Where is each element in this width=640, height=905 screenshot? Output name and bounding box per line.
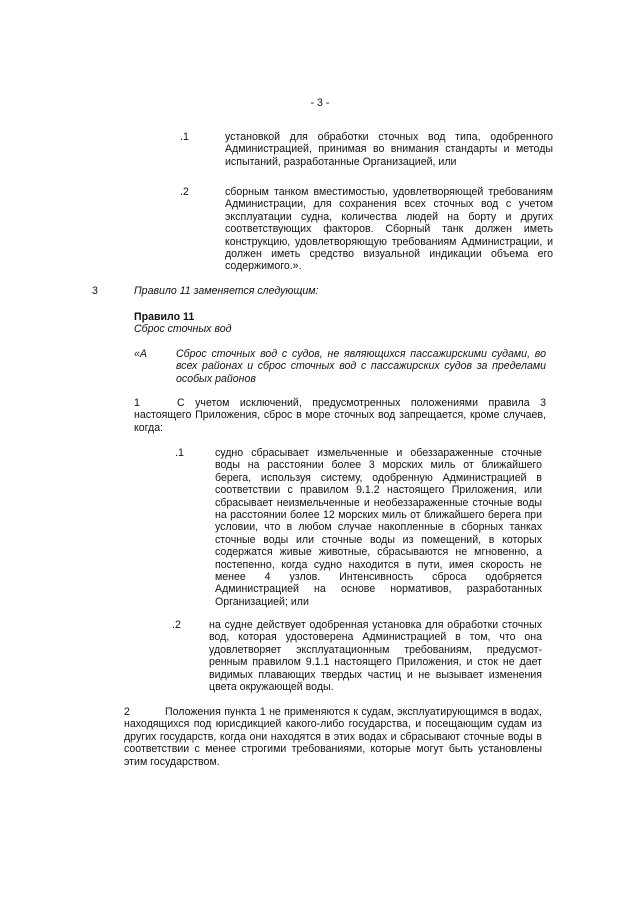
list-b-item-2-number: .2 xyxy=(172,619,181,631)
rule-subtitle: Сброс сточных вод xyxy=(134,323,232,335)
page-number: - 3 - xyxy=(310,97,330,109)
list-a-item-2-text: сборным танком вместимостью, удовлетворяющей требованиям Администрации, для сохранения всех сточных вод с учетом эксплуатации судна, количества людей на борту и других соответствующих факторов. Сборный танк должен иметь конструкцию, удовлетворяющую требованиям Администрации, и должен иметь средство визуальной индикации объема его содержимого.». xyxy=(225,186,553,273)
section-3-number: 3 xyxy=(92,285,98,297)
section-3-text: Правило 11 заменяется следующим: xyxy=(134,285,319,297)
list-a-item-1-number: .1 xyxy=(180,131,189,143)
list-a-item-1-text: установкой для обработки сточных вод типа, одобренного Администрацией, принимая во внимания стандарты и методы испытаний, разработанные Организацией, или xyxy=(225,131,553,168)
paragraph-1-text: С учетом исключений, предусмотренных положениями правила 3 настоящего Приложения, сброс в море сточных вод запрещается, кроме случаев, когда: xyxy=(134,397,546,434)
paragraph-2-text: Положения пункта 1 не применяются к судам, эксплуатирующимся в водах, находящихся под юрисдикцией какого-либо государства, и посещающим судам из других государств, когда они находятся в этих водах и сбрасывают сточные воды в соответствии с менее строгими требованиями, которые могут быть установлены этим государством. xyxy=(124,706,542,768)
rule-title: Правило 11 xyxy=(134,311,195,323)
paragraph-1-number: 1 xyxy=(134,397,140,409)
paragraph-2-number: 2 xyxy=(124,706,130,718)
list-b-item-1-text: судно сбрасывает измельченные и обеззараженные сточные воды на расстоянии более 3 морских миль от ближайшего берега, используя систему, одобренную Администрацией в соответствии с правилом 9.1.2 настоящего Приложения, или сбрасывает неизмельченные и необеззараженные сточные воды на расстоянии более 12 морских миль от ближайшего берега при условии, что в любом случае накопленные в сборных танках сточные воды или сточные воды из помещений, в которых содержатся живые животные, сбрасываются не мгновенно, а постепенно, когда судно находится в пути, имея скорость не менее 4 узлов. Интенсивность сброса одобряется Администрацией на основе нормативов, разработанных Организацией; или xyxy=(215,447,542,608)
part-a-label: «A xyxy=(134,348,147,360)
list-a-item-2-number: .2 xyxy=(180,186,189,198)
list-b-item-1-number: .1 xyxy=(175,447,184,459)
part-a-heading: Сброс сточных вод с судов, не являющихся пассажирскими судами, во всех районах и сброс сточных вод с пассажирских судов за пределами особых районов xyxy=(176,348,546,385)
list-b-item-2-text: на судне действует одобренная установка для обработки сточных вод, которая удостоверена Администрацией в том, что она удовлетворяет эксплуатационным требованиям, предусмот-ренным правилом 9.1.1 настоящего Приложения, и сток не дает видимых плавающих твердых частиц и не вызывает изменения цвета окружающей воды. xyxy=(209,619,542,694)
